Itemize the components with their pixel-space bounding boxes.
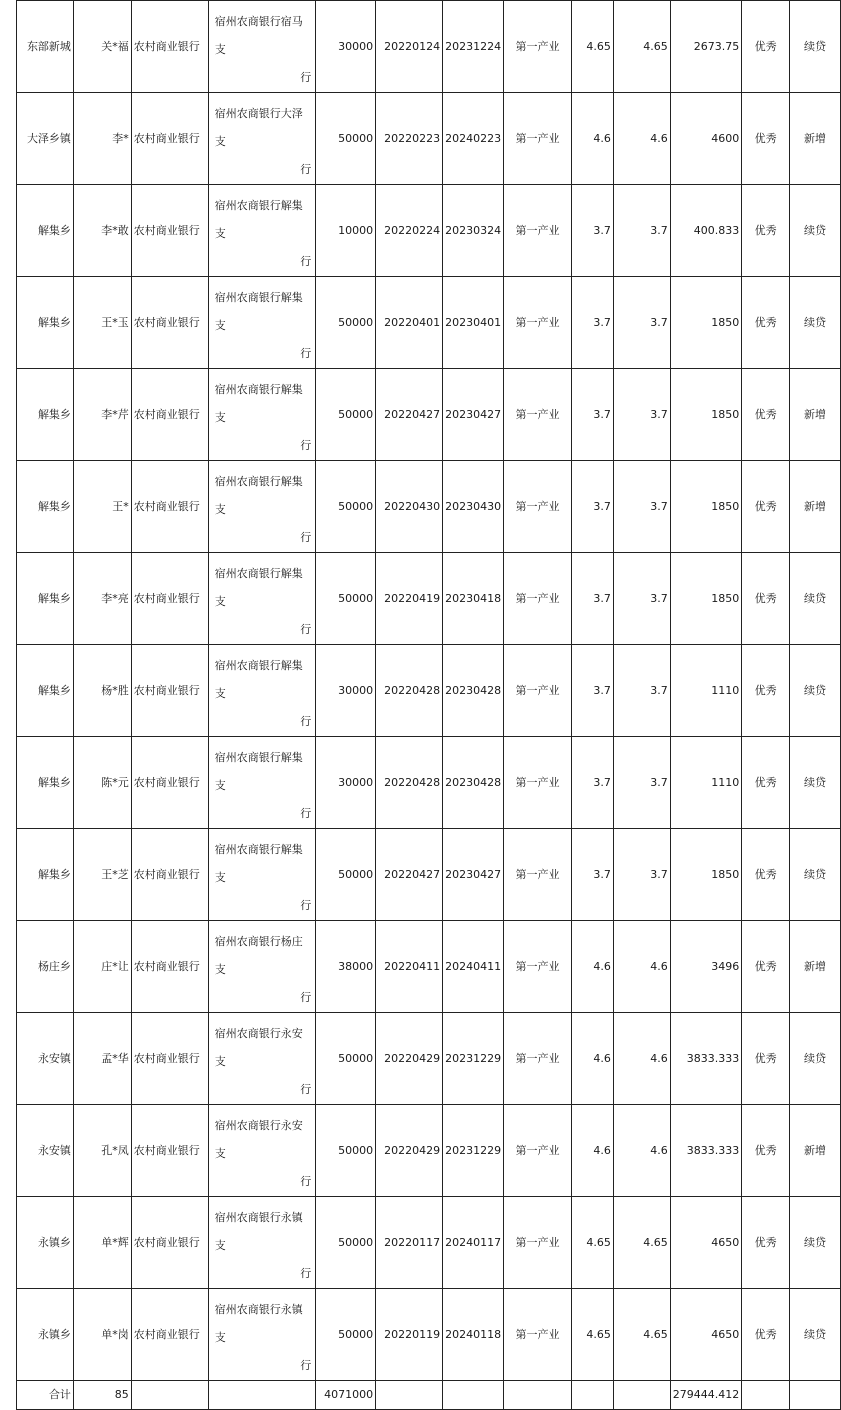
start-date-cell: 20220401 [376, 277, 443, 369]
rate-cell-2: 4.65 [613, 1197, 670, 1289]
name-cell: 李*敢 [73, 185, 131, 277]
rating-cell: 优秀 [742, 737, 790, 829]
rating-cell: 优秀 [742, 93, 790, 185]
end-date-cell: 20230430 [443, 461, 504, 553]
name-cell: 庄*让 [73, 921, 131, 1013]
start-date-cell: 20220428 [376, 645, 443, 737]
subsidy-cell: 1850 [670, 369, 741, 461]
industry-cell: 第一产业 [504, 1289, 572, 1381]
end-date-cell: 20231224 [443, 1, 504, 93]
rating-cell: 优秀 [742, 461, 790, 553]
rate-cell-2: 4.65 [613, 1289, 670, 1381]
end-date-cell: 20231229 [443, 1105, 504, 1197]
town-cell: 大泽乡镇 [17, 93, 74, 185]
subsidy-cell: 4600 [670, 93, 741, 185]
branch-line-1: 宿州农商银行解集支 [214, 199, 303, 240]
loan-subsidy-table [16, 0, 841, 1410]
table-row [17, 1105, 841, 1197]
branch-line-2: 行 [300, 715, 312, 728]
town-cell: 永安镇 [17, 1105, 74, 1197]
rate-cell-2: 3.7 [613, 829, 670, 921]
rate-cell-2: 4.6 [613, 93, 670, 185]
start-date-cell: 20220430 [376, 461, 443, 553]
industry-cell: 第一产业 [504, 553, 572, 645]
town-cell: 解集乡 [17, 369, 74, 461]
loan-type-cell: 新增 [790, 461, 841, 553]
end-date-cell: 20230428 [443, 737, 504, 829]
name-cell: 杨*胜 [73, 645, 131, 737]
branch-cell [208, 1, 315, 93]
end-date-cell: 20230427 [443, 829, 504, 921]
subsidy-cell: 4650 [670, 1289, 741, 1381]
bank-cell: 农村商业银行 [131, 1013, 208, 1105]
bank-cell: 农村商业银行 [131, 1197, 208, 1289]
end-date-cell: 20240411 [443, 921, 504, 1013]
table-row [17, 185, 841, 277]
total-empty-cell [376, 1381, 443, 1410]
amount-cell: 50000 [316, 553, 376, 645]
branch-line-1: 宿州农商银行解集支 [214, 659, 303, 700]
industry-cell: 第一产业 [504, 369, 572, 461]
branch-cell [208, 1289, 315, 1381]
subsidy-cell: 4650 [670, 1197, 741, 1289]
branch-line-1: 宿州农商银行永安支 [214, 1119, 303, 1160]
amount-cell: 50000 [316, 277, 376, 369]
branch-line-2: 行 [300, 1267, 312, 1280]
rating-cell: 优秀 [742, 1289, 790, 1381]
branch-cell [208, 829, 315, 921]
start-date-cell: 20220223 [376, 93, 443, 185]
rate-cell-2: 3.7 [613, 553, 670, 645]
table-row [17, 93, 841, 185]
town-cell: 解集乡 [17, 829, 74, 921]
rating-cell: 优秀 [742, 185, 790, 277]
rating-cell: 优秀 [742, 829, 790, 921]
amount-cell: 50000 [316, 1013, 376, 1105]
subsidy-cell: 2673.75 [670, 1, 741, 93]
name-cell: 关*福 [73, 1, 131, 93]
start-date-cell: 20220427 [376, 829, 443, 921]
subsidy-cell: 1110 [670, 645, 741, 737]
total-empty-cell [571, 1381, 613, 1410]
rate-cell: 3.7 [571, 461, 613, 553]
total-empty-cell [790, 1381, 841, 1410]
branch-cell [208, 93, 315, 185]
total-empty-cell [613, 1381, 670, 1410]
name-cell: 孔*凤 [73, 1105, 131, 1197]
branch-line-2: 行 [300, 255, 312, 268]
start-date-cell: 20220428 [376, 737, 443, 829]
bank-cell: 农村商业银行 [131, 277, 208, 369]
industry-cell: 第一产业 [504, 921, 572, 1013]
table-row [17, 461, 841, 553]
amount-cell: 50000 [316, 369, 376, 461]
loan-type-cell: 新增 [790, 921, 841, 1013]
town-cell: 永镇乡 [17, 1197, 74, 1289]
rate-cell: 3.7 [571, 185, 613, 277]
branch-cell [208, 1197, 315, 1289]
rate-cell: 4.6 [571, 921, 613, 1013]
subsidy-cell: 1850 [670, 829, 741, 921]
branch-line-2: 行 [300, 623, 312, 636]
amount-cell: 30000 [316, 645, 376, 737]
rate-cell-2: 3.7 [613, 645, 670, 737]
branch-cell [208, 185, 315, 277]
loan-type-cell: 续贷 [790, 553, 841, 645]
total-count-cell: 85 [73, 1381, 131, 1410]
branch-line-2: 行 [300, 1359, 312, 1372]
branch-line-2: 行 [300, 439, 312, 452]
town-cell: 解集乡 [17, 737, 74, 829]
branch-line-1: 宿州农商银行永镇支 [214, 1211, 303, 1252]
end-date-cell: 20231229 [443, 1013, 504, 1105]
branch-line-2: 行 [300, 807, 312, 820]
start-date-cell: 20220411 [376, 921, 443, 1013]
bank-cell: 农村商业银行 [131, 553, 208, 645]
rate-cell: 3.7 [571, 645, 613, 737]
branch-cell [208, 277, 315, 369]
name-cell: 孟*华 [73, 1013, 131, 1105]
subsidy-cell: 3833.333 [670, 1013, 741, 1105]
end-date-cell: 20230418 [443, 553, 504, 645]
bank-cell: 农村商业银行 [131, 1105, 208, 1197]
industry-cell: 第一产业 [504, 737, 572, 829]
industry-cell: 第一产业 [504, 277, 572, 369]
amount-cell: 38000 [316, 921, 376, 1013]
subsidy-cell: 3496 [670, 921, 741, 1013]
industry-cell: 第一产业 [504, 461, 572, 553]
start-date-cell: 20220429 [376, 1013, 443, 1105]
branch-cell [208, 461, 315, 553]
table-row [17, 1, 841, 93]
start-date-cell: 20220119 [376, 1289, 443, 1381]
town-cell: 解集乡 [17, 461, 74, 553]
rate-cell: 3.7 [571, 369, 613, 461]
rating-cell: 优秀 [742, 1, 790, 93]
branch-line-1: 宿州农商银行解集支 [214, 843, 303, 884]
subsidy-cell: 1850 [670, 277, 741, 369]
loan-type-cell: 新增 [790, 93, 841, 185]
town-cell: 永安镇 [17, 1013, 74, 1105]
end-date-cell: 20230401 [443, 277, 504, 369]
branch-line-2: 行 [300, 899, 312, 912]
rating-cell: 优秀 [742, 277, 790, 369]
branch-line-2: 行 [300, 1175, 312, 1188]
loan-type-cell: 续贷 [790, 1197, 841, 1289]
name-cell: 李*芹 [73, 369, 131, 461]
subsidy-cell: 1850 [670, 553, 741, 645]
loan-type-cell: 续贷 [790, 277, 841, 369]
total-label-cell: 合计 [17, 1381, 74, 1410]
start-date-cell: 20220117 [376, 1197, 443, 1289]
branch-line-1: 宿州农商银行宿马支 [214, 15, 303, 56]
rating-cell: 优秀 [742, 645, 790, 737]
total-empty-cell [131, 1381, 208, 1410]
rate-cell-2: 3.7 [613, 461, 670, 553]
town-cell: 解集乡 [17, 185, 74, 277]
town-cell: 解集乡 [17, 645, 74, 737]
table-row [17, 369, 841, 461]
loan-type-cell: 续贷 [790, 1289, 841, 1381]
loan-type-cell: 新增 [790, 1105, 841, 1197]
subsidy-cell: 1110 [670, 737, 741, 829]
table-row [17, 829, 841, 921]
rate-cell: 3.7 [571, 553, 613, 645]
bank-cell: 农村商业银行 [131, 829, 208, 921]
loan-type-cell: 续贷 [790, 185, 841, 277]
name-cell: 王* [73, 461, 131, 553]
amount-cell: 50000 [316, 1197, 376, 1289]
end-date-cell: 20230428 [443, 645, 504, 737]
name-cell: 李*亮 [73, 553, 131, 645]
branch-line-2: 行 [300, 991, 312, 1004]
rate-cell: 3.7 [571, 737, 613, 829]
total-empty-cell [208, 1381, 315, 1410]
branch-cell [208, 553, 315, 645]
rate-cell: 4.6 [571, 1013, 613, 1105]
name-cell: 王*芝 [73, 829, 131, 921]
branch-cell [208, 369, 315, 461]
table-row [17, 553, 841, 645]
bank-cell: 农村商业银行 [131, 645, 208, 737]
amount-cell: 50000 [316, 461, 376, 553]
industry-cell: 第一产业 [504, 645, 572, 737]
bank-cell: 农村商业银行 [131, 185, 208, 277]
total-subsidy-cell: 279444.412 [670, 1381, 741, 1410]
table-body [17, 1, 841, 1410]
table-row [17, 645, 841, 737]
total-empty-cell [504, 1381, 572, 1410]
branch-line-1: 宿州农商银行解集支 [214, 291, 303, 332]
rate-cell-2: 3.7 [613, 185, 670, 277]
amount-cell: 10000 [316, 185, 376, 277]
branch-cell [208, 645, 315, 737]
rate-cell-2: 3.7 [613, 369, 670, 461]
industry-cell: 第一产业 [504, 1, 572, 93]
rate-cell-2: 4.6 [613, 1013, 670, 1105]
rate-cell: 3.7 [571, 277, 613, 369]
end-date-cell: 20240117 [443, 1197, 504, 1289]
industry-cell: 第一产业 [504, 829, 572, 921]
bank-cell: 农村商业银行 [131, 737, 208, 829]
end-date-cell: 20230427 [443, 369, 504, 461]
total-row [17, 1381, 841, 1410]
town-cell: 解集乡 [17, 277, 74, 369]
amount-cell: 50000 [316, 93, 376, 185]
bank-cell: 农村商业银行 [131, 1289, 208, 1381]
amount-cell: 30000 [316, 1, 376, 93]
branch-cell [208, 737, 315, 829]
branch-cell [208, 1105, 315, 1197]
start-date-cell: 20220124 [376, 1, 443, 93]
loan-type-cell: 续贷 [790, 645, 841, 737]
bank-cell: 农村商业银行 [131, 1, 208, 93]
subsidy-cell: 400.833 [670, 185, 741, 277]
subsidy-cell: 3833.333 [670, 1105, 741, 1197]
bank-cell: 农村商业银行 [131, 369, 208, 461]
rate-cell: 4.65 [571, 1, 613, 93]
branch-line-2: 行 [300, 71, 312, 84]
rate-cell-2: 4.6 [613, 921, 670, 1013]
bank-cell: 农村商业银行 [131, 93, 208, 185]
bank-cell: 农村商业银行 [131, 921, 208, 1013]
table-row [17, 277, 841, 369]
branch-line-1: 宿州农商银行永镇支 [214, 1303, 303, 1344]
branch-line-1: 宿州农商银行大泽支 [214, 107, 303, 148]
end-date-cell: 20230324 [443, 185, 504, 277]
total-empty-cell [443, 1381, 504, 1410]
name-cell: 单*辉 [73, 1197, 131, 1289]
branch-line-2: 行 [300, 531, 312, 544]
start-date-cell: 20220419 [376, 553, 443, 645]
branch-line-2: 行 [300, 1083, 312, 1096]
branch-line-1: 宿州农商银行解集支 [214, 567, 303, 608]
rate-cell-2: 4.6 [613, 1105, 670, 1197]
loan-type-cell: 续贷 [790, 829, 841, 921]
amount-cell: 30000 [316, 737, 376, 829]
name-cell: 李* [73, 93, 131, 185]
amount-cell: 50000 [316, 829, 376, 921]
industry-cell: 第一产业 [504, 1197, 572, 1289]
name-cell: 王*玉 [73, 277, 131, 369]
rating-cell: 优秀 [742, 1105, 790, 1197]
branch-line-1: 宿州农商银行永安支 [214, 1027, 303, 1068]
branch-cell [208, 1013, 315, 1105]
subsidy-cell: 1850 [670, 461, 741, 553]
branch-line-1: 宿州农商银行解集支 [214, 475, 303, 516]
amount-cell: 50000 [316, 1289, 376, 1381]
rate-cell: 4.6 [571, 93, 613, 185]
table-row [17, 737, 841, 829]
total-amount-cell: 4071000 [316, 1381, 376, 1410]
table-row [17, 921, 841, 1013]
start-date-cell: 20220224 [376, 185, 443, 277]
branch-line-2: 行 [300, 347, 312, 360]
industry-cell: 第一产业 [504, 93, 572, 185]
industry-cell: 第一产业 [504, 1105, 572, 1197]
town-cell: 东部新城 [17, 1, 74, 93]
loan-type-cell: 续贷 [790, 737, 841, 829]
rate-cell: 4.65 [571, 1289, 613, 1381]
rate-cell: 4.6 [571, 1105, 613, 1197]
end-date-cell: 20240223 [443, 93, 504, 185]
branch-line-1: 宿州农商银行杨庄支 [214, 935, 303, 976]
rate-cell-2: 4.65 [613, 1, 670, 93]
name-cell: 单*岗 [73, 1289, 131, 1381]
town-cell: 杨庄乡 [17, 921, 74, 1013]
rating-cell: 优秀 [742, 921, 790, 1013]
industry-cell: 第一产业 [504, 185, 572, 277]
name-cell: 陈*元 [73, 737, 131, 829]
table-row [17, 1197, 841, 1289]
branch-line-1: 宿州农商银行解集支 [214, 751, 303, 792]
industry-cell: 第一产业 [504, 1013, 572, 1105]
loan-type-cell: 续贷 [790, 1, 841, 93]
end-date-cell: 20240118 [443, 1289, 504, 1381]
table-row [17, 1013, 841, 1105]
town-cell: 解集乡 [17, 553, 74, 645]
amount-cell: 50000 [316, 1105, 376, 1197]
start-date-cell: 20220429 [376, 1105, 443, 1197]
branch-line-2: 行 [300, 163, 312, 176]
rating-cell: 优秀 [742, 553, 790, 645]
branch-cell [208, 921, 315, 1013]
rate-cell: 4.65 [571, 1197, 613, 1289]
rating-cell: 优秀 [742, 369, 790, 461]
town-cell: 永镇乡 [17, 1289, 74, 1381]
rate-cell-2: 3.7 [613, 277, 670, 369]
loan-type-cell: 新增 [790, 369, 841, 461]
rating-cell: 优秀 [742, 1197, 790, 1289]
start-date-cell: 20220427 [376, 369, 443, 461]
table-row [17, 1289, 841, 1381]
rate-cell-2: 3.7 [613, 737, 670, 829]
total-empty-cell [742, 1381, 790, 1410]
bank-cell: 农村商业银行 [131, 461, 208, 553]
branch-line-1: 宿州农商银行解集支 [214, 383, 303, 424]
loan-type-cell: 续贷 [790, 1013, 841, 1105]
rating-cell: 优秀 [742, 1013, 790, 1105]
rate-cell: 3.7 [571, 829, 613, 921]
